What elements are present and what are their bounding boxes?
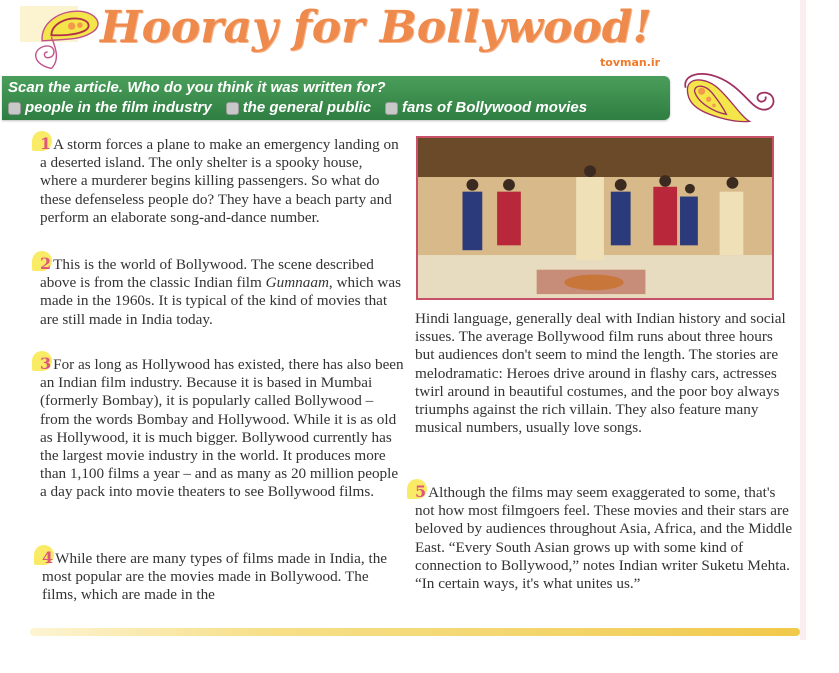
paragraph-text: A storm forces a plane to make an emergency landing on a deserted island. The only shelter is a spooky house, where a murderer begins killing passengers. So what do these defenseless people do? They have a beach party and perform an elaborate song-and-dance number. <box>40 136 399 226</box>
page-edge <box>800 0 806 640</box>
paragraph-text: For as long as Hollywood has existed, there has also been an Indian film industry. Because it is based in Mumbai (formerly Bombay), it is popularly called Bollywood – from the words Bombay and Hollywood. While it is as old as Hollywood, it is much bigger. Bollywood currently has the largest movie industry in the world. It produces more than 1,100 films a year – and as many as 20 million people a day pack into movie theaters to see Bollywood films. <box>40 356 404 501</box>
option-bollywood-fans[interactable] <box>385 99 587 117</box>
banner-question: Scan the article. Who do you think it was written for? <box>8 79 386 96</box>
bollywood-dance-photo <box>416 136 774 300</box>
decorative-bottom-stroke <box>30 628 800 636</box>
paragraph-1 <box>40 136 402 227</box>
checkbox[interactable] <box>8 102 21 115</box>
paragraph-text: This is the world of Bollywood. The scene described above is from the classic Indian film <box>40 256 374 292</box>
option-label: the general public <box>242 99 372 116</box>
option-film-industry[interactable] <box>8 99 212 117</box>
paragraph-5 <box>415 484 797 593</box>
checkbox[interactable] <box>226 102 239 115</box>
option-label: fans of Bollywood movies <box>402 99 588 116</box>
banner-options <box>8 99 587 117</box>
paisley-icon <box>672 70 787 132</box>
paragraph-text: While there are many types of films made in India, the most popular are the movies made in Bollywood. The films, which are made in the <box>42 550 388 604</box>
paragraph-text: Although the films may seem exaggerated to some, that's not how most filmgoers feel. These movies and their stars are beloved by audiences throughout Asia, Africa, and the Middle East. “Every South Asian grows up with some kind of connection to Bollywood,” notes Indian writer Suketu Mehta. “In certain ways, it's what unites us.” <box>415 484 793 593</box>
paragraph-text: Hindi language, generally deal with Indian history and social issues. The average Bollywood film runs about three hours but audiences don't seem to mind the length. The stories are melodramatic: Heroes drive around in flashy cars, actresses twirl around in beautiful costumes, and the poor boy always triumphs against the rich villain. They also feature many musical numbers, usually love songs. <box>415 310 786 437</box>
option-general-public[interactable] <box>226 99 371 117</box>
paragraph-3 <box>40 356 404 502</box>
paragraph-4-continued <box>415 310 795 437</box>
checkbox[interactable] <box>385 102 398 115</box>
paragraph-number: 5 <box>415 482 427 501</box>
option-label: people in the film industry <box>25 99 212 116</box>
paragraph-4 <box>42 550 397 605</box>
film-title: Gumnaam <box>265 274 329 292</box>
paragraph-number: 4 <box>42 548 54 567</box>
paragraph-number: 1 <box>40 134 52 153</box>
paragraph-number: 3 <box>40 354 52 373</box>
paragraph-number: 2 <box>40 254 52 273</box>
instruction-banner <box>2 76 670 120</box>
paragraph-2 <box>40 256 402 329</box>
watermark: tovman.ir <box>600 56 661 69</box>
page-title: Hooray for Bollywood! <box>100 2 652 53</box>
paragraph-text: , which was made in the 1960s. It is typical of the kind of movies that are still made in India today. <box>40 274 402 328</box>
